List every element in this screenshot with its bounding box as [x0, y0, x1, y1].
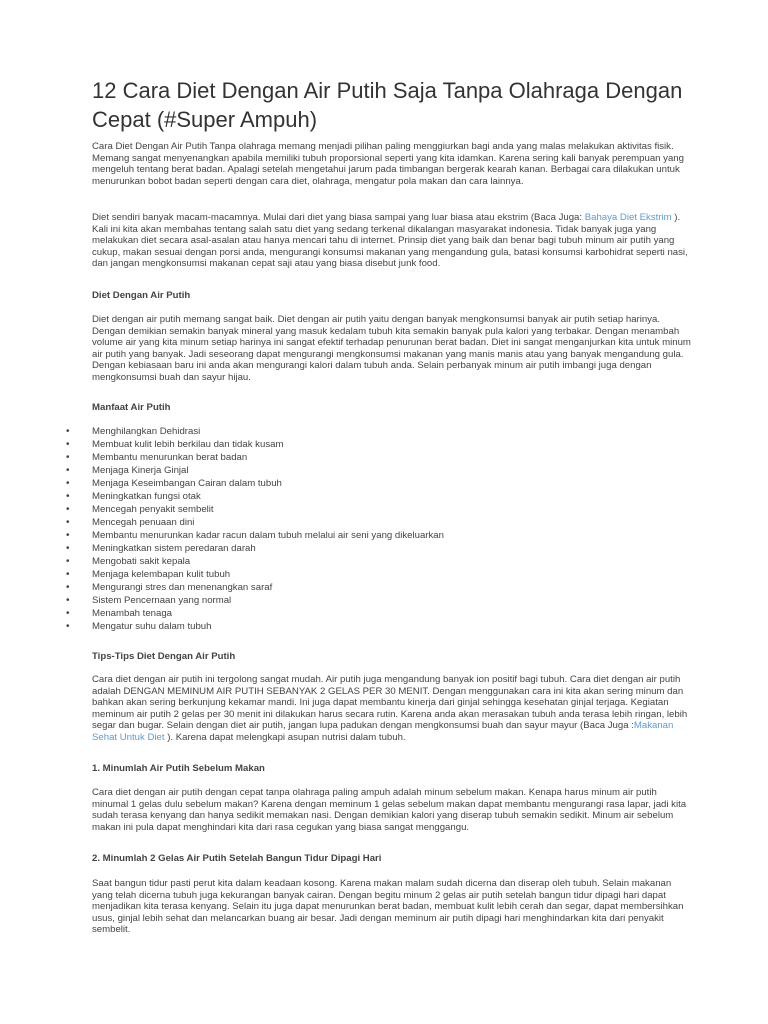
step-1-paragraph: Cara diet dengan air putih dengan cepat tanpa olahraga paling ampuh adalah minum sebelum makan. Kenapa harus minum air putih minumal 1 gelas dulu sebelum makan? Karena dengan meminum 1 gelas sebelum makan dapat membantu mengurangi rasa lapar, jadi kita sudah terasa kenyang dan hanya sedikit memakan nasi. Dengan demikian kalori yang diserap tubuh semakin sedikit. Minum air sebelum makan ini pula dapat menghindari kita dari rasa cegukan yang biasa sangat menggangu. — [92, 787, 687, 833]
list-item: • Membantu menurunkan berat badan — [66, 451, 444, 464]
diet-types-paragraph — [92, 212, 692, 270]
list-item: • Mencegah penuaan dini — [66, 516, 444, 529]
step-2-paragraph: Saat bangun tidur pasti perut kita dalam keadaan kosong. Karena makan malam sudah dicerna dan diserap oleh tubuh. Selain makanan yang telah dicerna tubuh juga kekurangan banyak cairan. Dengan begitu minum 2 gelas air putih setelah bangun tidur dipagi hari dapat menjadikan kita terasa kenyang. Selain itu juga dapat menurunkan berat badan, membuat kulit lebih cerah dan segar, dapat membersihkan usus, ginjal lebih sehat dan melancarkan buang air besar. Jadi dengan meminum air putih dipagi hari menghindarkan kita dari penyakit sembelit. — [92, 878, 684, 936]
diet-paragraph: Diet dengan air putih memang sangat baik. Diet dengan air putih yaitu dengan banyak mengkonsumsi banyak air putih setiap harinya. Dengan demikian semakin banyak mineral yang masuk kedalam tubuh kita semakin banyak pula kalori yang terbakar. Dengan menambah volume air yang kita minum setiap harinya ini sangat efektif terhadap penurunan berat badan. Diet ini sangat menganjurkan kita untuk minum air putih yang banyak. Jadi seseorang dapat mengurangi mengkonsumsi makanan yang manis manis atau yang banyak mengandung gula. Dengan kebiasaan baru ini anda akan mengurangi kalori dalam tubuh anda. Selain perbanyak minum air putih imbangi juga dengan mengkonsumsi buah dan sayur hijau. — [92, 314, 691, 383]
list-item: • Mengobati sakit kepala — [66, 555, 444, 568]
manfaat-list — [66, 425, 444, 633]
list-item: • Membuat kulit lebih berkilau dan tidak kusam — [66, 438, 444, 451]
bahaya-diet-link[interactable]: Bahaya Diet Ekstrim — [584, 212, 672, 223]
list-item: • Mengurangi stres dan menenangkan saraf — [66, 581, 444, 594]
heading-diet-air-putih: Diet Dengan Air Putih — [92, 290, 191, 301]
tips-paragraph — [92, 674, 692, 744]
article-title: 12 Cara Diet Dengan Air Putih Saja Tanpa Olahraga Dengan Cepat (#Super Ampuh) — [92, 78, 683, 132]
list-item: • Meningkatkan sistem peredaran darah — [66, 542, 444, 555]
list-item: • Menambah tenaga — [66, 607, 444, 620]
list-item: • Menjaga Kinerja Ginjal — [66, 464, 444, 477]
list-item: • Menghilangkan Dehidrasi — [66, 425, 444, 438]
heading-step-1: 1. Minumlah Air Putih Sebelum Makan — [92, 763, 265, 774]
heading-tips: Tips-Tips Diet Dengan Air Putih — [92, 651, 236, 662]
diet-types-text-2: ). Kali ini kita akan membahas tentang salah satu diet yang sedang terkenal dikalangan masyarakat indonesia. Tidak banyak juga yang melakukan diet secara asal-asalan atau hanya mencari tahu di internet. Prinsip diet yang baik dan benar bagi tubuh minum air putih yang cukup, makan sesuai dengan porsi anda, mengurangi konsumsi makanan yang mengandung gula, batasi konsumsi karbohidrat seperti nasi, dan jangan mengkonsumsi makanan cepat saji atau yang biasa disebut junk food. — [92, 212, 688, 270]
tips-text-1: Cara diet dengan air putih ini tergolong sangat mudah. Air putih juga mengandung banyak ion positif bagi tubuh. Cara diet dengan air putih adalah DENGAN MEMINUM AIR PUTIH SEBANYAK 2 GELAS PER 30 MENIT. Dengan menggunakan cara ini kita akan sering minum dan bahkan akan sering berkunjung kekamar mandi. Ini juga dapat membantu kinerja dari ginjal sehingga kesehatan ginjal terjaga. Kegiatan meminum air putih 2 gelas per 30 menit ini dilakukan harus secara rutin. Karena anda akan merasakan tubuh anda terasa lebih ringan, lebih segar dan bugar. Selain dengan diet air putih, jangan lupa padukan dengan mengkonsumsi buah dan sayur mayur (Baca Juga : — [92, 674, 688, 732]
intro-paragraph: Cara Diet Dengan Air Putih Tanpa olahraga memang menjadi pilihan paling menggiurkan bagi anda yang malas melakukan aktivitas fisik. Memang sangat menyenangkan apabila memiliki tubuh proporsional seperti yang kita idamkan. Karena sering kali banyak perempuan yang mengeluh tentang berat badan. Apalagi setelah mengetahui jarum pada timbangan bergerak kearah kanan. Berbagai cara dilakukan untuk menurunkan bobot badan seperti dengan cara diet, olahraga, mengatur pola makan dan cara lainnya. — [92, 141, 684, 187]
list-item: • Menjaga kelembapan kulit tubuh — [66, 568, 444, 581]
list-item: • Mencegah penyakit sembelit — [66, 503, 444, 516]
heading-step-2: 2. Minumlah 2 Gelas Air Putih Setelah Bangun Tidur Dipagi Hari — [92, 853, 382, 864]
makanan-sehat-link[interactable]: Makanan Sehat Untuk Diet — [92, 720, 674, 743]
heading-manfaat: Manfaat Air Putih — [92, 402, 171, 413]
diet-types-text-1: Diet sendiri banyak macam-macamnya. Mulai dari diet yang biasa sampai yang luar biasa atau ekstrim (Baca Juga: — [92, 212, 585, 223]
list-item: • Sistem Pencernaan yang normal — [66, 594, 444, 607]
list-item: • Membantu menurunkan kadar racun dalam tubuh melalui air seni yang dikeluarkan — [66, 529, 444, 542]
list-item: • Menjaga Keseimbangan Cairan dalam tubuh — [66, 477, 444, 490]
list-item: • Meningkatkan fungsi otak — [66, 490, 444, 503]
tips-text-2: ). Karena dapat melengkapi asupan nutrisi dalam tubuh. — [164, 731, 406, 743]
list-item: • Mengatur suhu dalam tubuh — [66, 620, 444, 633]
